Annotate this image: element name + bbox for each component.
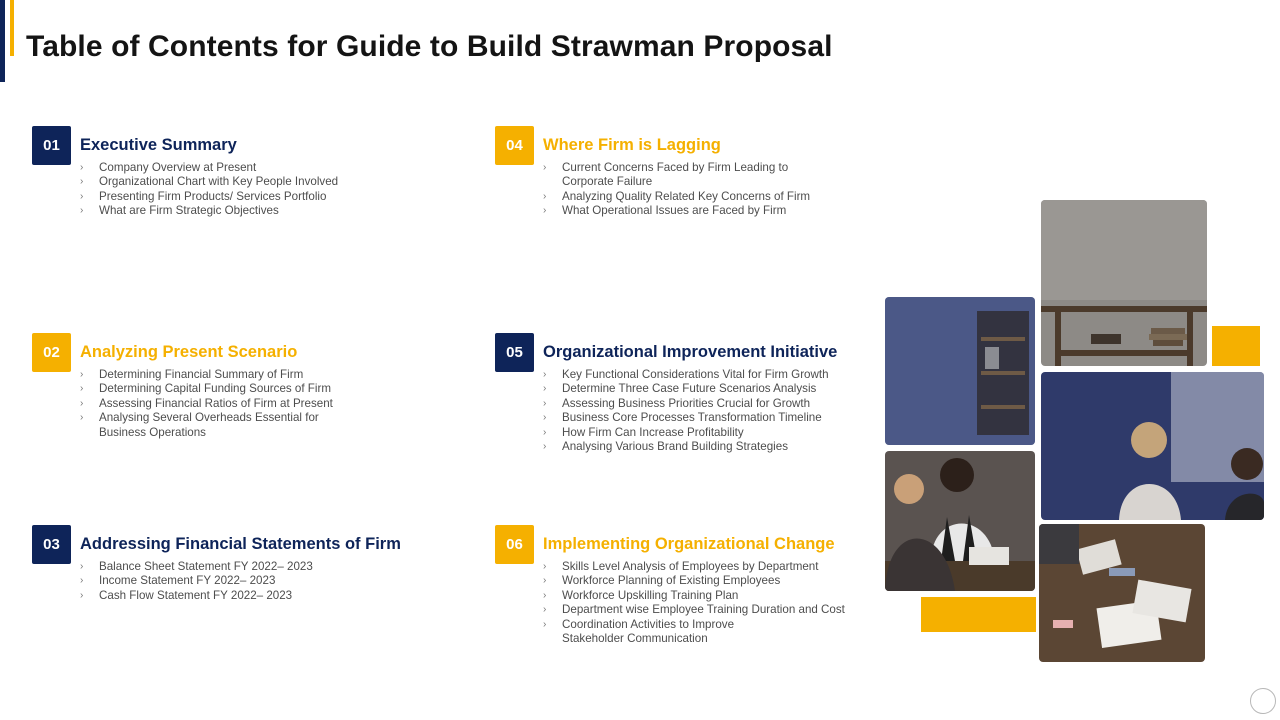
section-item-list: [543, 368, 829, 454]
section-item-list: [543, 560, 845, 646]
chevron-right-icon: ›: [80, 589, 84, 601]
section-number-badge: 04: [495, 126, 534, 165]
list-item: › Balance Sheet Statement FY 2022– 2023: [80, 560, 313, 573]
chevron-right-icon: ›: [543, 383, 547, 395]
section-number-badge: 06: [495, 525, 534, 564]
title-accent-bar-navy: [0, 0, 5, 82]
section-number-badge: 03: [32, 525, 71, 564]
list-item: › What are Firm Strategic Objectives: [80, 204, 279, 218]
list-item: › Analysing Several Overheads Essential for: [80, 411, 319, 425]
list-item: › Company Overview at Present: [80, 161, 257, 174]
list-item: › Presenting Firm Products/ Services Portfolio: [80, 189, 327, 203]
chevron-right-icon: ›: [80, 162, 84, 173]
decorative-gold-block: [921, 597, 1036, 632]
chevron-right-icon: ›: [80, 397, 84, 409]
chevron-right-icon: ›: [543, 205, 547, 217]
collage-photo-desk-documents: [1039, 524, 1205, 662]
list-item: › Workforce Upskilling Training Plan: [543, 588, 739, 602]
section-item-list: [80, 560, 313, 603]
chevron-right-icon: ›: [543, 561, 547, 572]
chevron-right-icon: ›: [543, 397, 547, 409]
section-title: Executive Summary: [80, 136, 237, 154]
chevron-right-icon: ›: [543, 618, 547, 630]
collage-photo-team-discussion: [885, 451, 1035, 591]
list-item: › Income Statement FY 2022– 2023: [80, 574, 276, 588]
chevron-right-icon: ›: [80, 561, 84, 572]
slide-nav-button[interactable]: [1250, 688, 1276, 714]
list-item: › Skills Level Analysis of Employees by Department: [543, 560, 819, 573]
chevron-right-icon: ›: [543, 412, 547, 424]
chevron-right-icon: ›: [543, 426, 547, 438]
chevron-right-icon: ›: [543, 162, 547, 173]
collage-photo-shelf: [1041, 200, 1207, 366]
chevron-right-icon: ›: [80, 176, 84, 188]
list-item: › Organizational Chart with Key People Involved: [80, 175, 339, 189]
section-title: Addressing Financial Statements of Firm: [80, 535, 401, 553]
list-item: › Coordination Activities to Improve: [543, 617, 735, 631]
list-item: › Assessing Financial Ratios of Firm at Present: [80, 396, 333, 410]
chevron-right-icon: ›: [80, 205, 84, 217]
decorative-gold-block: [1212, 326, 1260, 366]
section-title: Implementing Organizational Change: [543, 535, 835, 553]
chevron-right-icon: ›: [80, 575, 84, 587]
list-item: › Cash Flow Statement FY 2022– 2023: [80, 588, 293, 602]
section-number-badge: 01: [32, 126, 71, 165]
list-item: › Workforce Planning of Existing Employees: [543, 574, 781, 588]
chevron-right-icon: ›: [80, 383, 84, 395]
list-item: › Key Functional Considerations Vital for Firm Growth: [543, 368, 829, 381]
list-item: › How Firm Can Increase Profitability: [543, 425, 744, 439]
chevron-right-icon: ›: [543, 604, 547, 616]
section-title: Analyzing Present Scenario: [80, 343, 298, 361]
title-accent-bar-gold: [10, 0, 14, 56]
list-item: › What Operational Issues are Faced by Firm: [543, 204, 787, 218]
list-item: Stakeholder Communication: [562, 632, 708, 646]
section-item-list: [80, 161, 338, 219]
list-item: › Assessing Business Priorities Crucial for Growth: [543, 396, 811, 410]
chevron-right-icon: ›: [543, 190, 547, 202]
section-title: Organizational Improvement Initiative: [543, 343, 838, 361]
collage-photo-office-shelves: [885, 297, 1035, 445]
chevron-right-icon: ›: [80, 369, 84, 380]
chevron-right-icon: ›: [80, 190, 84, 202]
chevron-right-icon: ›: [543, 575, 547, 587]
list-item: › Department wise Employee Training Duration and Cost: [543, 603, 845, 617]
chevron-right-icon: ›: [543, 369, 547, 380]
section-item-list: [80, 368, 333, 440]
list-item: › Determine Three Case Future Scenarios Analysis: [543, 382, 817, 396]
chevron-right-icon: ›: [543, 441, 547, 453]
chevron-right-icon: ›: [543, 589, 547, 601]
section-number-badge: 05: [495, 333, 534, 372]
section-number-badge: 02: [32, 333, 71, 372]
list-item: Business Operations: [99, 425, 206, 439]
list-item: › Determining Financial Summary of Firm: [80, 368, 304, 381]
list-item: Corporate Failure: [562, 175, 653, 189]
list-item: › Analysing Various Brand Building Strategies: [543, 440, 788, 454]
list-item: › Determining Capital Funding Sources of Firm: [80, 382, 331, 396]
list-item: › Analyzing Quality Related Key Concerns of Firm: [543, 189, 811, 203]
list-item: › Current Concerns Faced by Firm Leading to: [543, 161, 789, 174]
list-item: › Business Core Processes Transformation Timeline: [543, 411, 822, 425]
section-title: Where Firm is Lagging: [543, 136, 721, 154]
chevron-right-icon: ›: [80, 412, 84, 424]
page-title: Table of Contents for Guide to Build Strawman Proposal: [26, 30, 833, 63]
collage-photo-meeting-whiteboard: [1041, 372, 1264, 520]
section-item-list: [543, 161, 810, 219]
